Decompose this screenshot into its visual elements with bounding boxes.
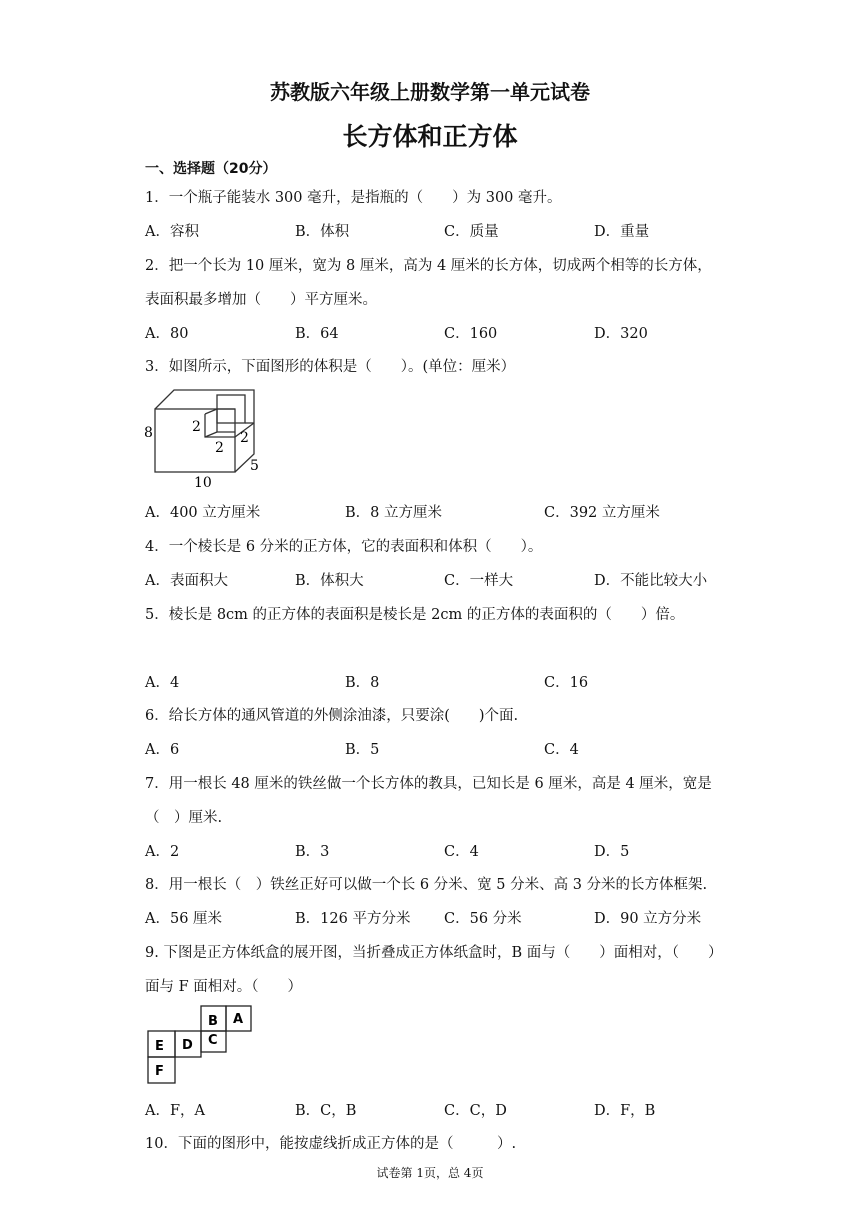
q5-option-b[interactable]: B．8 xyxy=(345,675,380,691)
section-heading: 一、选择题（20分） xyxy=(145,161,277,177)
q3-option-a[interactable]: A．400 立方厘米 xyxy=(145,505,261,521)
q4-option-d[interactable]: D．不能比较大小 xyxy=(594,573,708,589)
question-8-text: 8．用一根长（ ）铁丝正好可以做一个长 6 分米、宽 5 分米、高 3 分米的长方体框架. xyxy=(145,877,708,893)
q9-option-a[interactable]: A．F，A xyxy=(145,1103,206,1119)
q9-cell-a: A xyxy=(233,1012,244,1027)
q5-option-c[interactable]: C．16 xyxy=(544,675,589,691)
question-7-text-line1: 7．用一根长 48 厘米的铁丝做一个长方体的教具，已知长是 6 厘米，高是 4 厘米，宽是 xyxy=(145,776,712,792)
q9-option-d[interactable]: D．F，B xyxy=(594,1103,656,1119)
q2-option-c[interactable]: C．160 xyxy=(444,326,498,342)
q3-option-b[interactable]: B．8 立方厘米 xyxy=(345,505,442,521)
q1-option-a[interactable]: A．容积 xyxy=(145,224,199,240)
q7-option-d[interactable]: D．5 xyxy=(594,844,630,860)
q9-cell-e: E xyxy=(155,1039,164,1054)
q7-option-b[interactable]: B．3 xyxy=(295,844,330,860)
q2-option-b[interactable]: B．64 xyxy=(295,326,339,342)
q8-option-d[interactable]: D．90 立方分米 xyxy=(594,911,702,927)
q1-option-d[interactable]: D．重量 xyxy=(594,224,650,240)
question-9-text-line1: 9. 下图是正方体纸盒的展开图，当折叠成正方体纸盒时，B 面与（ ）面相对，（ ） xyxy=(145,945,723,961)
question-2-text-line2: 表面积最多增加（ ）平方厘米。 xyxy=(145,292,377,308)
question-10-text: 10．下面的图形中，能按虚线折成正方体的是（ ）. xyxy=(145,1136,517,1152)
q3-label-length: 10 xyxy=(194,475,212,491)
q6-option-c[interactable]: C．4 xyxy=(544,742,579,758)
q9-cell-d: D xyxy=(182,1038,193,1053)
question-7-text-line2: （ ）厘米. xyxy=(145,810,223,826)
exam-subtitle: 长方体和正方体 xyxy=(342,122,518,151)
question-2-text-line1: 2．把一个长为 10 厘米，宽为 8 厘米，高为 4 厘米的长方体，切成两个相等的长方体， xyxy=(145,258,712,274)
q8-option-a[interactable]: A．56 厘米 xyxy=(145,911,223,927)
page-footer: 试卷第 1页，总 4页 xyxy=(376,1166,484,1180)
q3-label-height: 8 xyxy=(144,425,153,441)
exam-title: 苏教版六年级上册数学第一单元试卷 xyxy=(270,80,590,104)
q6-option-b[interactable]: B．5 xyxy=(345,742,380,758)
q9-cell-b: B xyxy=(208,1014,218,1029)
question-5-text: 5．棱长是 8cm 的正方体的表面积是棱长是 2cm 的正方体的表面积的（ ）倍。 xyxy=(145,607,685,623)
question-6-text: 6．给长方体的通风管道的外侧涂油漆，只要涂( )个面. xyxy=(145,708,519,724)
q2-option-d[interactable]: D．320 xyxy=(594,326,648,342)
question-3-text: 3．如图所示，下面图形的体积是（ ）。(单位：厘米） xyxy=(145,359,516,375)
q3-box-figure xyxy=(142,384,272,492)
q4-option-a[interactable]: A．表面积大 xyxy=(145,573,228,589)
q7-option-a[interactable]: A．2 xyxy=(145,844,180,860)
q1-option-c[interactable]: C．质量 xyxy=(444,224,499,240)
question-1-text: 1．一个瓶子能装水 300 毫升，是指瓶的（ ）为 300 毫升。 xyxy=(145,190,562,206)
q5-option-a[interactable]: A．4 xyxy=(145,675,180,691)
q9-option-b[interactable]: B．C，B xyxy=(295,1103,357,1119)
question-9-text-line2: 面与 F 面相对。（ ） xyxy=(145,979,303,995)
q3-label-notch-height: 2 xyxy=(192,419,201,435)
q6-option-a[interactable]: A．6 xyxy=(145,742,180,758)
q9-option-c[interactable]: C．C，D xyxy=(444,1103,507,1119)
q9-cell-f: F xyxy=(155,1064,164,1079)
q8-option-b[interactable]: B．126 平方分米 xyxy=(295,911,411,927)
question-4-text: 4．一个棱长是 6 分米的正方体，它的表面积和体积（ ）。 xyxy=(145,539,543,555)
q9-cube-net-figure xyxy=(145,1004,255,1086)
q2-option-a[interactable]: A．80 xyxy=(145,326,189,342)
q3-option-c[interactable]: C．392 立方厘米 xyxy=(544,505,660,521)
q1-option-b[interactable]: B．体积 xyxy=(295,224,350,240)
q8-option-c[interactable]: C．56 分米 xyxy=(444,911,522,927)
q4-option-b[interactable]: B．体积大 xyxy=(295,573,364,589)
q9-cell-c: C xyxy=(208,1033,218,1048)
q3-label-width: 5 xyxy=(250,458,259,474)
q3-label-notch-depth: 2 xyxy=(240,430,249,446)
q7-option-c[interactable]: C．4 xyxy=(444,844,479,860)
q3-label-notch-width: 2 xyxy=(215,440,224,456)
q4-option-c[interactable]: C．一样大 xyxy=(444,573,514,589)
